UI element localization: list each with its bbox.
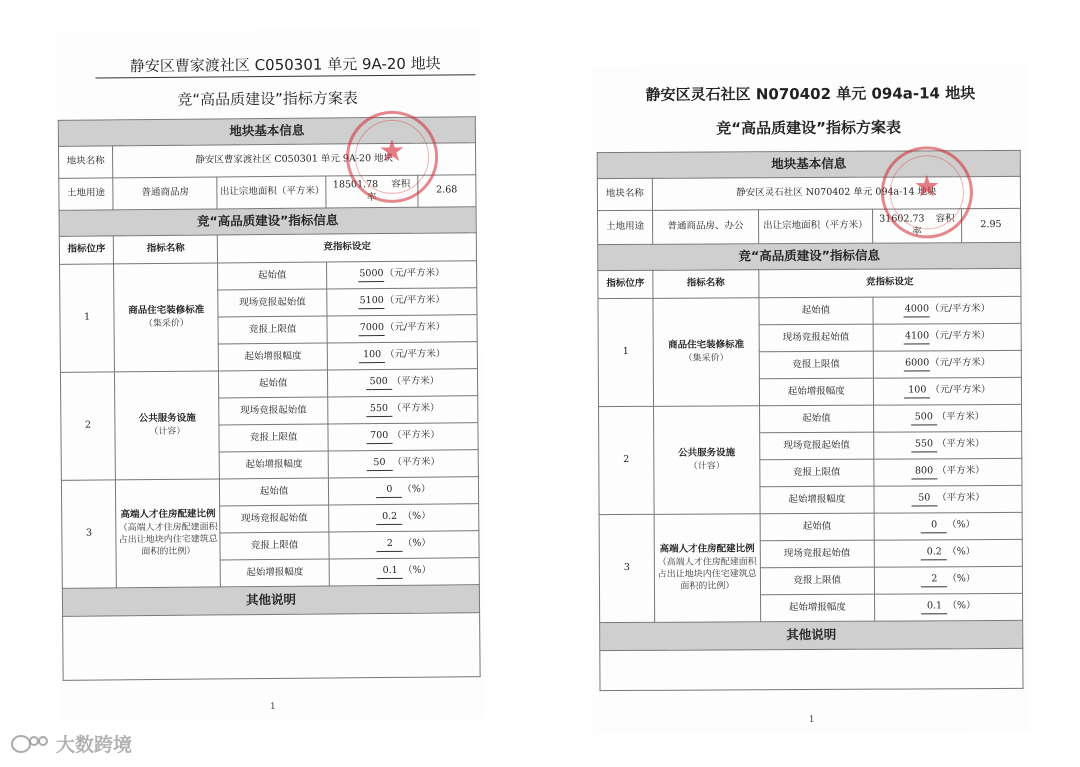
indicator-note: （计容） — [688, 461, 725, 472]
setting-number: 0 — [376, 484, 402, 498]
section-header-indicators: 竞“高品质建设”指标信息 — [598, 242, 1021, 270]
setting-number: 0.1 — [922, 600, 948, 614]
setting-value — [874, 458, 1022, 486]
setting-label: 竞报上限值 — [218, 316, 327, 344]
setting-value — [873, 404, 1021, 432]
setting-label: 起始增报幅度 — [760, 594, 874, 622]
area-value — [326, 175, 418, 208]
indicator-name-cell — [114, 263, 219, 372]
setting-number: 500 — [366, 376, 392, 390]
setting-unit: （平方米） — [392, 456, 441, 469]
indicator-note: （集采价） — [143, 318, 189, 329]
document-page-right — [590, 64, 1029, 734]
setting-value — [327, 315, 477, 343]
indicator-table — [597, 150, 1024, 691]
land-use-value: 普通商品房、办公 — [652, 210, 758, 245]
setting-label: 起始增报幅度 — [219, 343, 328, 371]
indicator-seq: 1 — [60, 264, 115, 372]
watermark — [10, 730, 132, 757]
col-header-setting: 竞指标设定 — [759, 268, 1021, 297]
setting-unit: （元/平方米） — [384, 294, 445, 307]
setting-value — [329, 558, 479, 586]
setting-value — [328, 423, 478, 451]
seal-star-icon: ★ — [913, 169, 941, 205]
setting-unit: （元/平方米） — [929, 303, 991, 315]
setting-value — [874, 485, 1022, 513]
setting-label: 起始增报幅度 — [221, 559, 330, 587]
setting-value — [328, 477, 478, 505]
setting-unit: （元/平方米） — [385, 348, 446, 361]
indicator-name-cell — [654, 514, 760, 623]
setting-label: 起始增报幅度 — [759, 378, 873, 406]
section-header-other: 其他说明 — [600, 620, 1023, 650]
setting-number: 50 — [366, 457, 392, 471]
setting-unit: （%） — [947, 600, 976, 612]
setting-number: 0.1 — [377, 565, 403, 579]
setting-value — [873, 377, 1021, 405]
setting-label: 起始增报幅度 — [220, 451, 329, 479]
setting-label: 竞报上限值 — [220, 532, 329, 560]
plot-name-value: 静安区曹家渡社区 C050301 单元 9A-20 地块 — [113, 143, 476, 178]
indicator-name-cell — [654, 406, 760, 515]
setting-label: 起始值 — [220, 478, 329, 506]
far-value: 2.95 — [961, 208, 1020, 242]
setting-label: 竞报上限值 — [760, 567, 874, 595]
indicator-seq: 1 — [598, 298, 654, 406]
document-title: 静安区灵石社区 N070402 单元 094a-14 地块 — [645, 84, 976, 104]
section-header-indicators: 竞“高品质建设”指标信息 — [59, 207, 476, 237]
indicator-seq: 3 — [599, 514, 655, 622]
setting-unit: （%） — [947, 546, 976, 558]
page-number: 1 — [269, 701, 276, 713]
setting-unit: （%） — [402, 537, 431, 549]
setting-number: 0.2 — [921, 546, 947, 560]
setting-unit: （平方米） — [936, 438, 985, 450]
setting-value — [874, 512, 1022, 540]
indicator-table — [58, 116, 481, 681]
setting-unit: （%） — [402, 510, 431, 522]
setting-value — [874, 539, 1022, 567]
setting-number: 0 — [921, 519, 947, 533]
setting-number: 500 — [911, 411, 937, 425]
setting-unit: （%） — [947, 573, 976, 585]
setting-number: 5000 — [358, 268, 384, 282]
setting-label: 起始值 — [219, 370, 328, 398]
area-value-text: 18501.78 — [332, 178, 379, 191]
indicator-name: 商品住宅装修标准 — [668, 339, 745, 351]
setting-number: 4000 — [904, 303, 930, 317]
col-header-setting: 竞指标设定 — [218, 233, 477, 263]
setting-number: 550 — [911, 438, 937, 452]
indicator-name: 公共服务设施 — [678, 447, 736, 459]
land-use-label: 土地用途 — [59, 178, 113, 210]
setting-value — [873, 296, 1021, 324]
setting-number: 800 — [911, 465, 937, 479]
setting-unit: （平方米） — [391, 375, 440, 388]
setting-label: 起始值 — [760, 513, 874, 541]
document-page-left — [55, 28, 485, 722]
setting-value — [328, 450, 478, 478]
setting-unit: （平方米） — [937, 492, 985, 504]
setting-number: 2 — [921, 573, 947, 587]
setting-number: 50 — [911, 492, 937, 506]
setting-number: 700 — [366, 430, 392, 444]
far-label: 容积率 — [366, 178, 411, 203]
setting-number: 0.2 — [377, 511, 403, 525]
setting-unit: （元/平方米） — [930, 330, 991, 342]
other-notes-area — [63, 613, 481, 681]
col-header-seq: 指标位序 — [59, 236, 113, 264]
area-value — [872, 209, 961, 243]
indicator-seq: 3 — [61, 480, 116, 588]
page-number: 1 — [808, 714, 815, 726]
setting-value — [327, 342, 477, 370]
plot-name-label: 地块名称 — [58, 146, 112, 178]
document-subtitle: 竞“高品质建设”指标方案表 — [716, 118, 901, 138]
chat-bubble-icon — [10, 733, 50, 755]
area-label: 出让宗地面积（平方米） — [217, 176, 326, 209]
area-label: 出让宗地面积（平方米） — [758, 209, 872, 244]
indicator-note: （计容） — [149, 426, 186, 437]
indicator-note: （高端人才住房配建面积占出让地块内住宅建筑总面积的比例） — [657, 556, 757, 592]
setting-number: 2 — [377, 538, 403, 552]
setting-value — [329, 531, 479, 559]
setting-label: 竞报上限值 — [759, 351, 873, 379]
setting-label: 现场竞报起始值 — [219, 397, 328, 425]
setting-value — [327, 288, 477, 316]
setting-value — [874, 431, 1022, 459]
setting-unit: （%） — [403, 564, 432, 576]
col-header-name: 指标名称 — [113, 235, 217, 264]
setting-value — [874, 593, 1022, 621]
far-label: 容积率 — [912, 212, 955, 237]
section-header-basic: 地块基本信息 — [58, 117, 475, 147]
setting-label: 竞报上限值 — [760, 459, 874, 487]
indicator-note: （集采价） — [683, 353, 729, 364]
watermark-text: 大数跨境 — [56, 734, 133, 756]
setting-number: 6000 — [904, 357, 930, 371]
setting-unit: （平方米） — [392, 429, 440, 442]
setting-label: 起始增报幅度 — [760, 486, 874, 514]
land-use-value: 普通商品房 — [113, 177, 218, 210]
setting-number: 7000 — [359, 322, 385, 336]
setting-unit: （%） — [402, 483, 431, 495]
setting-unit: （%） — [947, 519, 976, 531]
setting-number: 100 — [359, 349, 385, 363]
setting-number: 550 — [366, 403, 392, 417]
setting-label: 起始值 — [759, 405, 873, 433]
setting-unit: （平方米） — [391, 402, 440, 415]
indicator-note: （高端人才住房配建面积占出让地块内住宅建筑总面积的比例） — [118, 522, 218, 558]
setting-label: 现场竞报起始值 — [759, 324, 873, 352]
setting-label: 现场竞报起始值 — [759, 432, 873, 460]
setting-value — [328, 504, 478, 532]
setting-value — [874, 566, 1022, 594]
setting-label: 现场竞报起始值 — [760, 540, 874, 568]
indicator-seq: 2 — [60, 372, 115, 480]
indicator-seq: 2 — [599, 406, 655, 514]
indicator-name: 公共服务设施 — [138, 412, 196, 425]
setting-label: 现场竞报起始值 — [218, 289, 327, 317]
setting-label: 现场竞报起始值 — [220, 505, 329, 533]
setting-number: 5100 — [359, 295, 385, 309]
plot-name-value: 静安区灵石社区 N070402 单元 094a-14 地块 — [652, 176, 1020, 210]
plot-name-label: 地块名称 — [597, 178, 652, 210]
col-header-seq: 指标位序 — [598, 270, 653, 298]
section-header-other: 其他说明 — [62, 585, 479, 617]
land-use-label: 土地用途 — [598, 210, 653, 244]
setting-unit: （元/平方米） — [930, 357, 991, 369]
indicator-name: 商品住宅装修标准 — [128, 304, 205, 317]
indicator-name-cell — [653, 298, 759, 407]
seal-star-icon: ★ — [378, 133, 406, 170]
setting-number: 100 — [904, 384, 930, 398]
indicator-name-cell — [115, 371, 220, 480]
far-value: 2.68 — [417, 175, 476, 208]
setting-label: 竞报上限值 — [219, 424, 328, 452]
document-title: 静安区曹家渡社区 C050301 单元 9A-20 地块 — [95, 52, 475, 78]
setting-value — [328, 396, 478, 424]
setting-value — [873, 323, 1021, 351]
indicator-name-cell — [116, 479, 221, 588]
area-value-text: 31602.73 — [879, 213, 925, 225]
setting-label: 起始值 — [218, 262, 327, 290]
document-subtitle: 竞“高品质建设”指标方案表 — [177, 89, 358, 109]
setting-unit: （平方米） — [937, 465, 985, 477]
indicator-name: 高端人才住房配建比例 — [659, 543, 755, 555]
setting-unit: （元/平方米） — [930, 384, 991, 396]
setting-value — [873, 350, 1021, 378]
section-header-basic: 地块基本信息 — [597, 150, 1020, 178]
setting-value — [326, 261, 476, 289]
setting-value — [327, 369, 477, 397]
setting-unit: （元/平方米） — [384, 321, 446, 334]
setting-unit: （平方米） — [936, 411, 985, 423]
indicator-name: 高端人才住房配建比例 — [120, 508, 216, 521]
setting-unit: （元/平方米） — [384, 267, 445, 280]
setting-number: 4100 — [904, 330, 930, 344]
setting-label: 起始值 — [759, 297, 873, 325]
col-header-name: 指标名称 — [653, 270, 759, 299]
other-notes-area — [600, 648, 1023, 690]
